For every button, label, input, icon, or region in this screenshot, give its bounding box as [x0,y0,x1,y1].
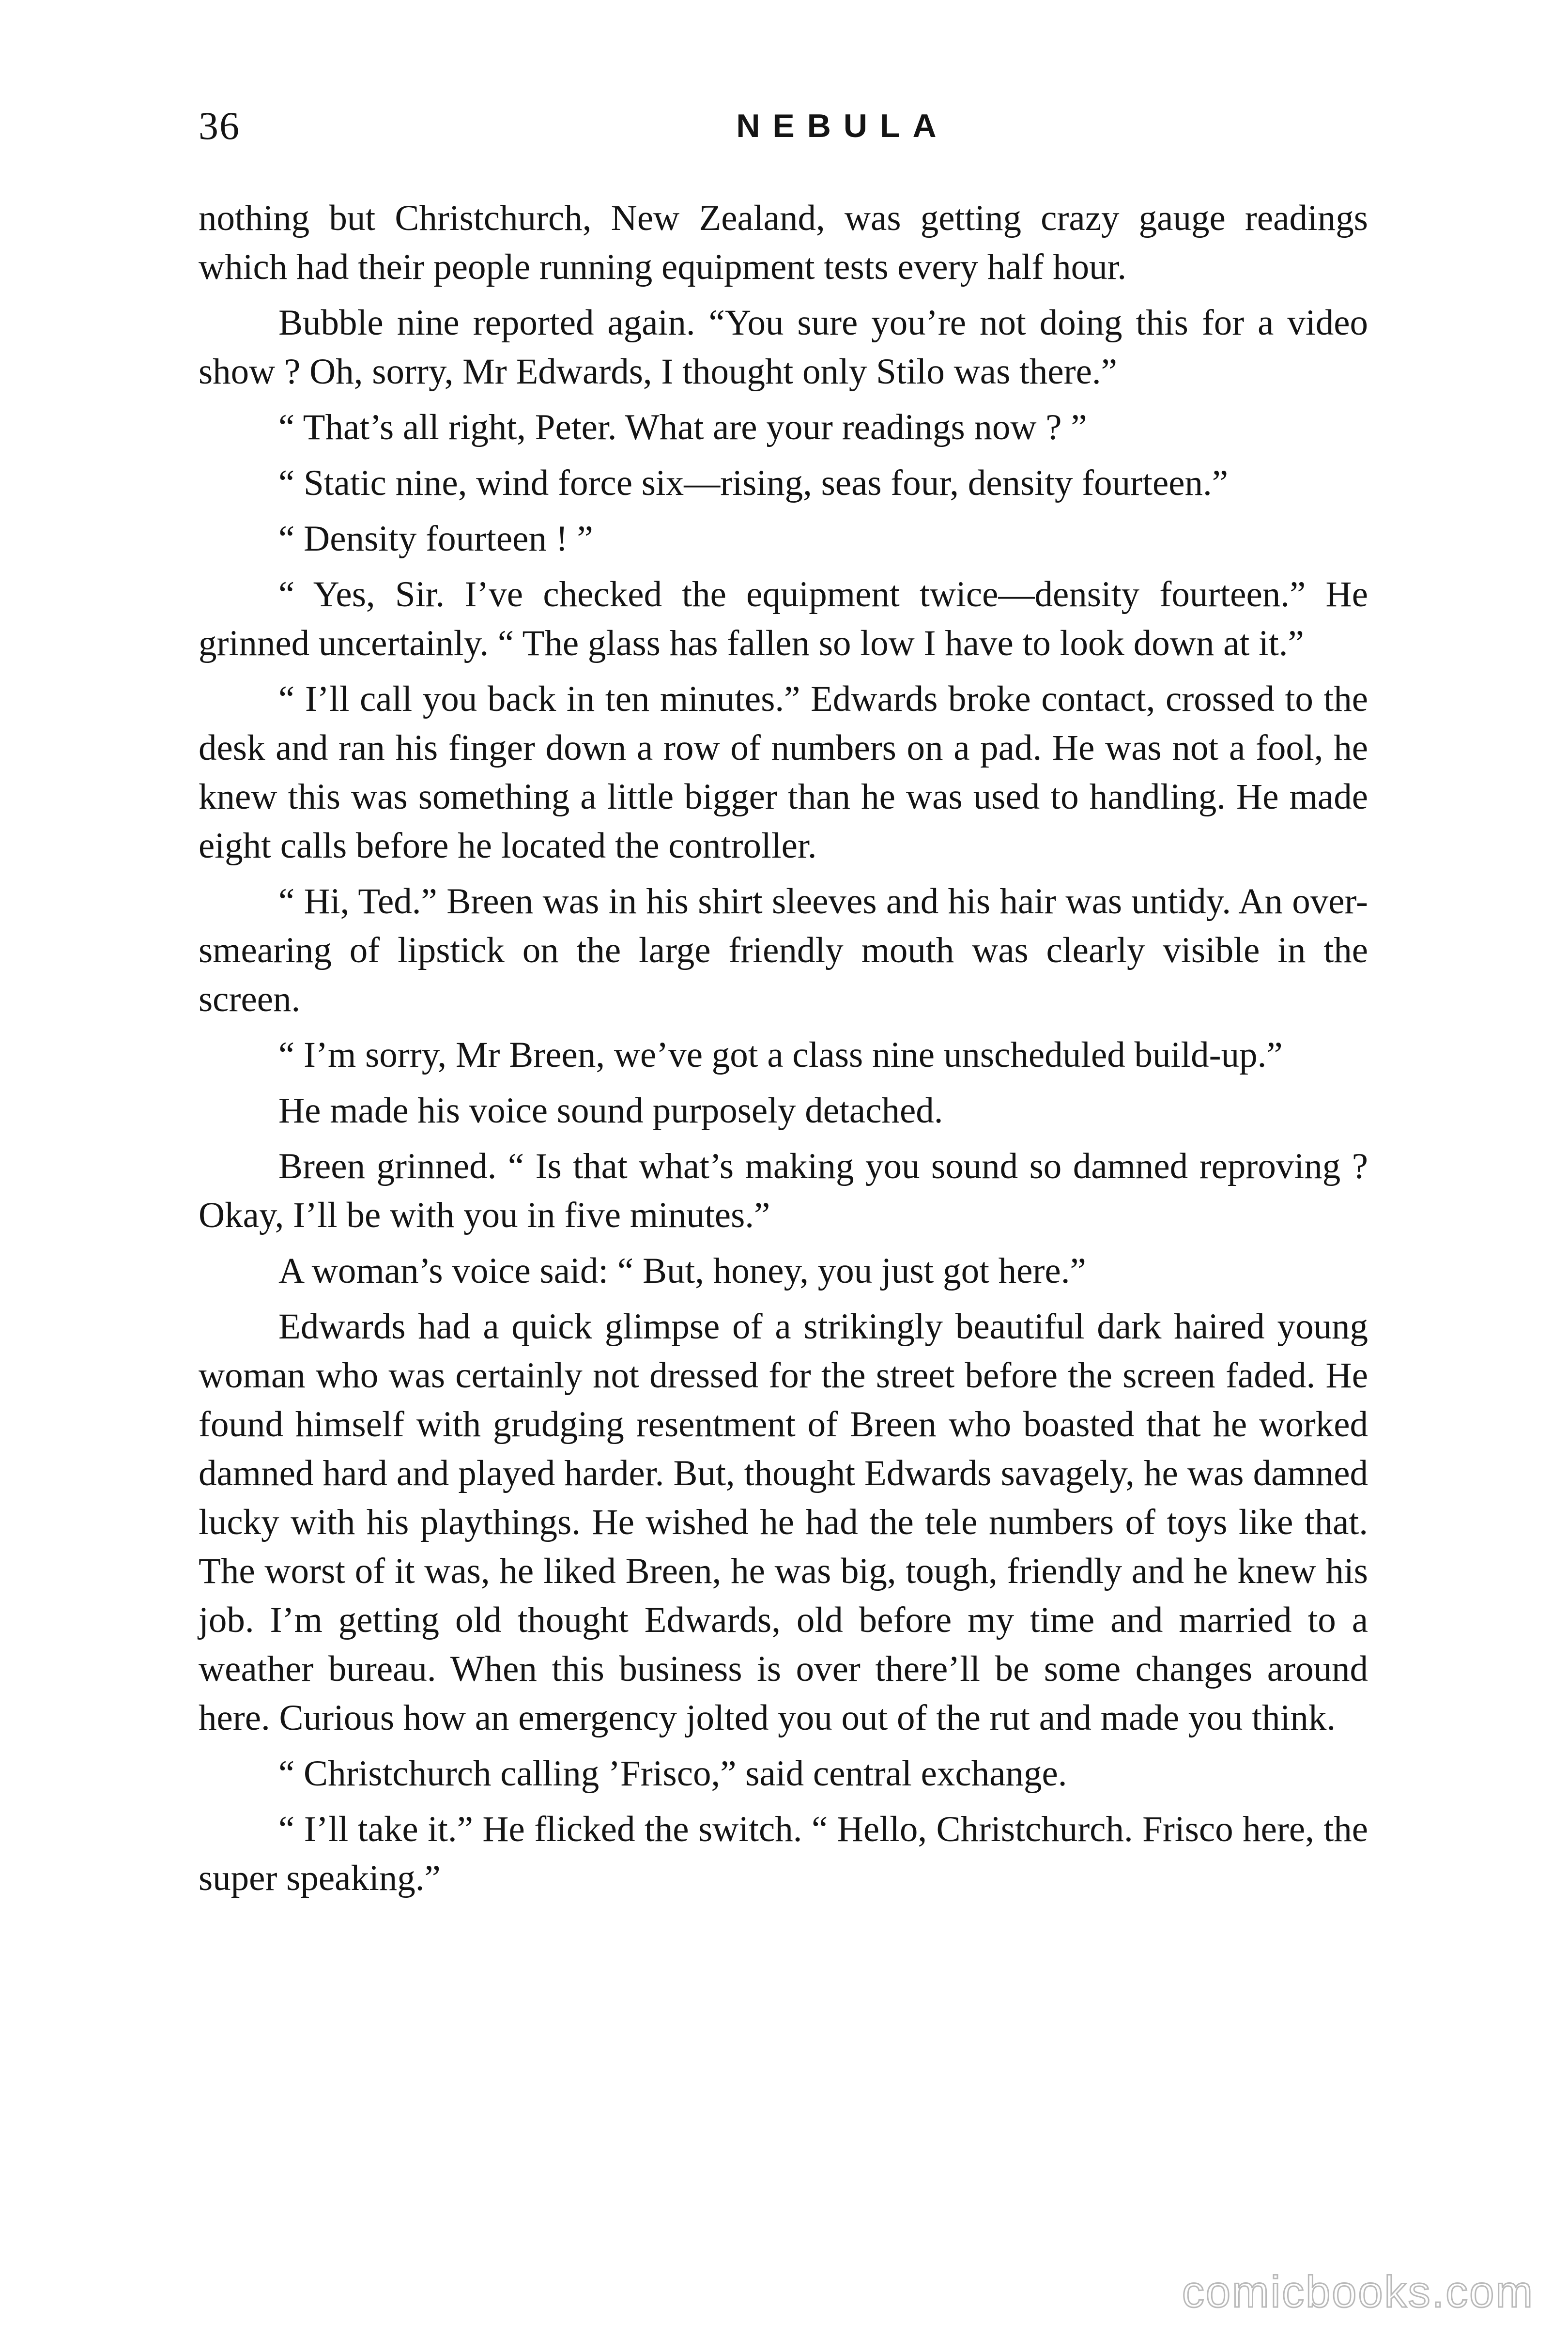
paragraph: “ I’ll call you back in ten minutes.” Edwards broke contact, crossed to the desk and ran his finger down a row of numbers on a pad. He was not a fool, he knew this was something a little bigger than he was used to handling. He made eight calls before he located the controller. [199,679,1368,866]
body-text [199,194,1368,1909]
page-number: 36 [199,104,240,148]
paragraph: He made his voice sound purposely detached. [278,1091,943,1131]
page-header [199,99,1370,153]
paragraph: A woman’s voice said: “ But, honey, you just got here.” [278,1251,1086,1291]
paragraph: “ Static nine, wind force six—rising, seas four, density fourteen.” [278,463,1229,503]
paragraph: “ I’ll take it.” He flicked the switch. “ Hello, Christchurch. Frisco here, the super speaking.” [199,1809,1368,1898]
paragraph: Bubble nine reported again. “You sure you’re not doing this for a video show ? Oh, sorry, Mr Edwards, I thought only Stilo was there.” [199,303,1368,392]
paragraph: “ Christchurch calling ’Frisco,” said central exchange. [278,1753,1067,1794]
paragraph: Breen grinned. “ Is that what’s making you sound so damned reproving ? Okay, I’ll be with you in five minutes.” [199,1146,1368,1235]
paragraph: “ Hi, Ted.” Breen was in his shirt sleeves and his hair was untidy. An over-smearing of lipstick on the large friendly mouth was clearly visible in the screen. [199,881,1368,1019]
paragraph: “ Yes, Sir. I’ve checked the equipment twice—density fourteen.” He grinned uncertainly. “ The glass has fallen so low I have to look down at it.” [199,574,1368,663]
running-head: NEBULA [736,108,949,144]
paragraph: nothing but Christchurch, New Zealand, was getting crazy gauge readings which had their people running equipment tests every half hour. [199,198,1368,287]
paragraph: “ Density fourteen ! ” [278,519,593,559]
paragraph: Edwards had a quick glimpse of a strikingly beautiful dark haired young woman who was certainly not dressed for the street before the screen faded. He found himself with grudging resentment of Breen who boasted that he worked damned hard and played harder. But, thought Edwards savagely, he was damned lucky with his playthings. He wished he had the tele numbers of toys like that. The worst of it was, he liked Breen, he was big, tough, friendly and he knew his job. I’m getting old thought Edwards, old before my time and married to a weather bureau. When this business is over there’ll be some changes around here. Curious how an emergency jolted you out of the rut and made you think. [199,1307,1368,1738]
paragraph: “ I’m sorry, Mr Breen, we’ve got a class nine unscheduled build-up.” [278,1035,1283,1075]
watermark: comicbooks.com [1182,2267,1534,2317]
paragraph: “ That’s all right, Peter. What are your readings now ? ” [278,407,1087,447]
